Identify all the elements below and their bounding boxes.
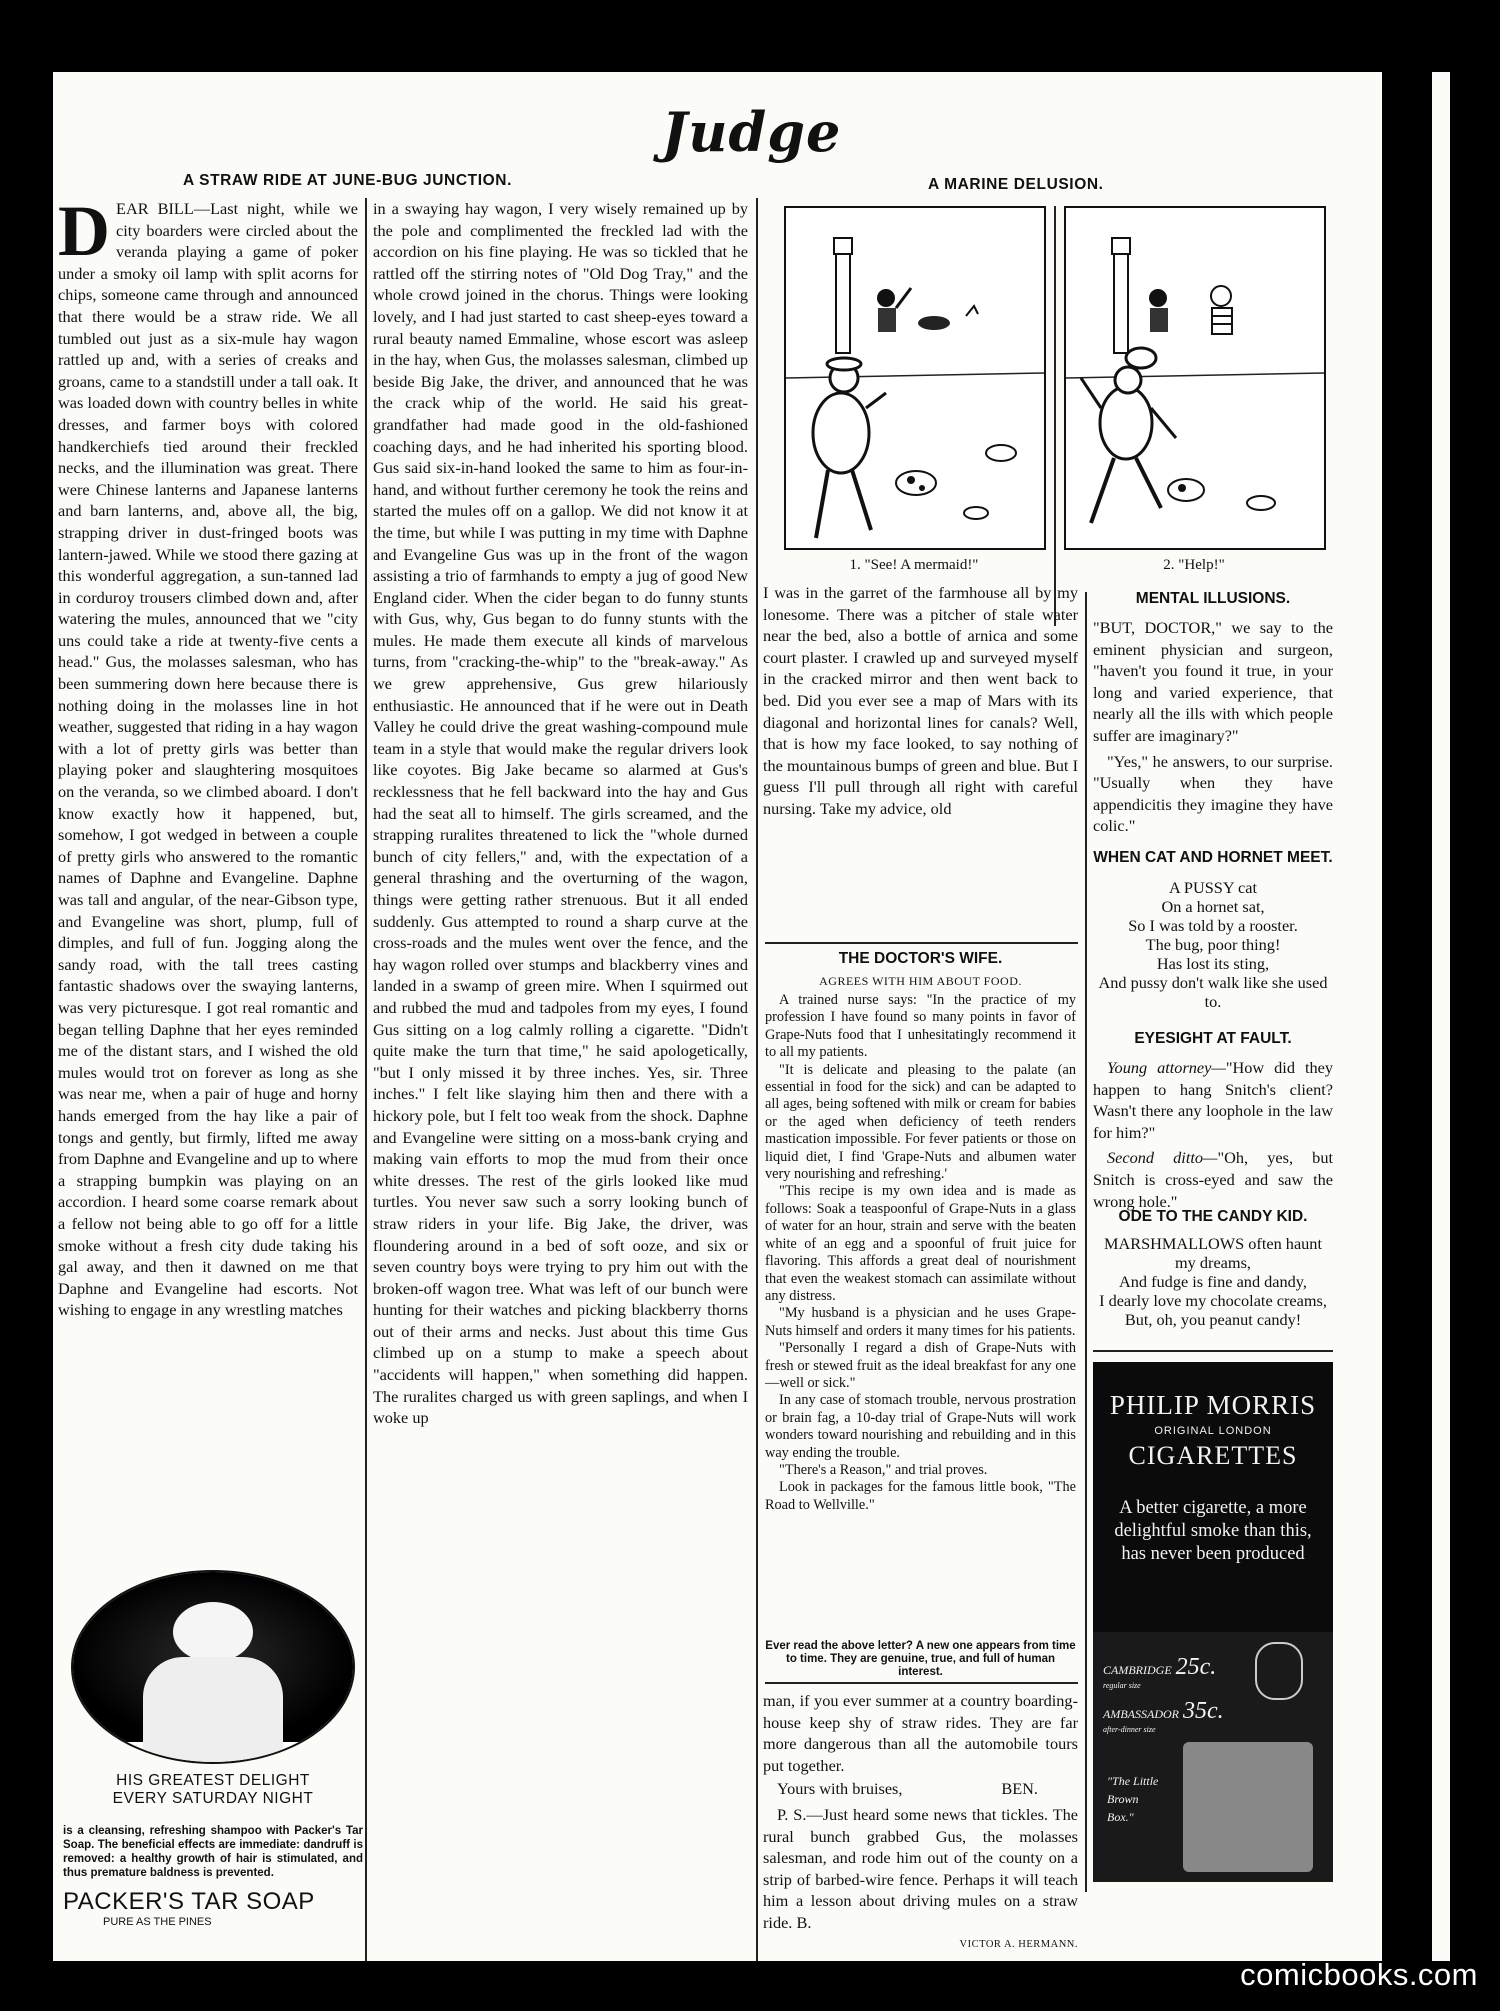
mental-paragraph-1: "BUT, DOCTOR," we say to the eminent physician and surgeon, "haven't you found it true, in your long and varied experience, that nearly all the ills with which people suffer are imaginary?": [1093, 618, 1333, 745]
pm-ambassador-label: AMBASSADOR: [1103, 1707, 1179, 1721]
cartoon-caption-2: 2. "Help!": [1163, 557, 1225, 573]
pm-cambridge-label: CAMBRIDGE: [1103, 1663, 1172, 1677]
signoff-name: BEN.: [1001, 1779, 1038, 1799]
pm-box-text: "The Little Brown Box.": [1107, 1774, 1159, 1824]
pm-copy: A better cigarette, a more delightful smoke than this, has never been produced: [1114, 1498, 1312, 1564]
masthead-title: Judge: [661, 100, 842, 164]
pm-product-image: [1093, 1632, 1333, 1882]
eyesight-body: [1093, 1057, 1333, 1216]
section-rule: [1093, 1350, 1333, 1352]
pm-ambassador: [1103, 1698, 1224, 1734]
soap-tagline-1: HIS GREATEST DELIGHT: [116, 1772, 310, 1789]
poem-line: And pussy don't walk like she used to.: [1098, 973, 1328, 1011]
straw-ride-end-text: man, if you ever summer at a country boarding-house keep shy of straw rides. They are far more dangerous than all the automobile tours put together.: [763, 1691, 1078, 1775]
pm-sub: ORIGINAL LONDON: [1154, 1425, 1272, 1437]
postscript-signature: B.: [796, 1912, 812, 1932]
poem-line: Has lost its sting,: [1156, 954, 1270, 973]
pm-ambassador-note: after-dinner size: [1103, 1725, 1156, 1734]
straw-ride-column-3: [763, 582, 1078, 932]
section-rule: [765, 942, 1078, 944]
doctors-wife-paragraph: Look in packages for the famous little book, "The Road to Wellville.": [765, 1479, 1076, 1513]
doctors-wife-paragraph: "This recipe is my own idea and is made as follows: Soak a teaspoonful of Grape-Nuts in a glass of water for an hour, strain and serve with the beaten white of an egg and a spoonful of fruit juice for flavoring. This affords a great deal of nourishment that even the weakest stomach can assimilate without any distress.: [765, 1183, 1076, 1304]
cat-hornet-headline: WHEN CAT AND HORNET MEET.: [1093, 849, 1333, 866]
pm-cambridge: [1103, 1654, 1216, 1690]
straw-ride-text-3: I was in the garret of the farmhouse all by my lonesome. There was a pitcher of stale water near the bed, also a bottle of arnica and some court plaster. I crawled up and surveyed myself in the cracked mirror and then went back to bed. Did you ever see a map of Mars with its diagonal and horizontal lines for canals? Well, that is how my face looked, to say nothing of the mountainous bumps of green and blue. But I guess I'll pull through all right with careful nursing. Take my advice, old: [763, 583, 1078, 818]
straw-ride-text-2: in a swaying hay wagon, I very wisely remained up by the pole and complimented the freckled lad with the accordion on his fine playing. He was so tickled that he rattled off the stirring notes of "Old Dog Tray," and the whole crowd joined in the chorus. Things were looking lovely, and I had just started to cast sheep-eyes toward a rural beauty named Emmaline, whose escort was asleep in the hay, when Gus, the molasses salesman, climbed up beside Big Jake, the driver, and announced that he was the crack whip of the world. He said his great-grandfather had made good in the old-fashioned coaching days, and he had inherited his sporting blood. Gus said six-in-hand looked the same to him as four-in-hand, and without further ceremony he took the reins and started the mules off on a gallop. We did not know it at the time, but while I was putting in my time with Daphne and Evangeline Gus was up in the front of the wagon assisting a trio of farmhands to empty a jug of good New England cider. When the cider began to do funny stunts with Gus, why, Gus began to do funny stunts with the mules. He made them execute all kinds of marvelous turns, from "cracking-the-whip" to the "break-away." As we grew apprehensive, Gus grew hilariously enthusiastic. He announced that if he were out in Death Valley he could drive the great washing-compound mule team in a style that would make the regular drivers look like coyotes. Big Jake became so alarmed at Gus's recklessness that he fell backward into the hay and Gus had the seat all to himself. The girls screamed, and the strapping ruralites threatened to lick the "whole durned bunch of city fellers," and, with the expectation of a general thrashing and the overturning of the wagon, things were getting rather strenuous. But it all ended suddenly. Gus attempted to round a sharp curve at the cross-roads and the mules went over the fence, and the hay wagon rolled over stumps and blackberry vines and landed in a swamp of green mire. When I squirmed out and rubbed the mud and tadpoles from my eyes, I found Gus sitting on a log calmly rolling a cigarette. "Didn't quite make the turn that time," he said apologetically, "but I only missed it by three inches. Yes, sir. Three inches." I felt like slaying him then and there with a hickory pole, but I felt too weak from the shock. Daphne and Evangeline were sitting on a moss-bank crying and making vain efforts to mop the mud from their once white dresses. The rest of the girls looked like mud turtles. You never saw such a sorry looking bunch of straw riders in your life. Big Jake, the driver, was floundering around in a bed of soft ooze, and six or seven country boys were trying to pry him out with the broken-off wagon tree. What was left of our bunch were hunting for their watches and picking blackberry thorns out of their arms and necks. Just about this time Gus climbed up on a stump to make a speech about "accidents will happen," when something did happen. The ruralites charged us with green saplings, and when I woke up: [373, 199, 748, 1428]
soap-slogan: PURE AS THE PINES: [103, 1916, 212, 1928]
dropcap-letter: D: [58, 198, 110, 271]
speaker-2: Second ditto—: [1107, 1148, 1218, 1168]
pm-product: CIGARETTES: [1128, 1441, 1298, 1470]
candy-kid-poem: [1093, 1234, 1333, 1329]
straw-ride-column-1: [58, 198, 358, 1548]
eyesight-headline: EYESIGHT AT FAULT.: [1134, 1030, 1292, 1047]
bust-icon: [143, 1657, 283, 1762]
soap-tagline-2: EVERY SATURDAY NIGHT: [112, 1790, 314, 1807]
soap-body: is a cleansing, refreshing shampoo with Packer's Tar Soap. The beneficial effects are immediate: dandruff is removed: a healthy growth of hair is stimulated, and thus premature baldness is prevented.: [63, 1825, 363, 1879]
section-rule: [765, 1682, 1078, 1684]
poem-line: MARSHMALLOWS often haunt my dreams,: [1104, 1234, 1322, 1272]
speaker-1: Young attorney—: [1107, 1058, 1226, 1077]
panel-divider: [1054, 206, 1056, 626]
poem-line: So I was told by a rooster.: [1128, 916, 1298, 935]
poem-line: The bug, poor thing!: [1145, 935, 1281, 954]
cartoon-drawing-1: [786, 208, 1044, 548]
signoff-text: Yours with bruises,: [777, 1779, 903, 1799]
postscript-text: P. S.—Just heard some news that tickles. The rural bunch grabbed Gus, the molasses salesman, and rode him out of the county on a strip of barbed-wire fence. Perhaps it will teach him a lesson about driving mules on a straw ride.: [763, 1804, 1078, 1932]
poem-line: But, oh, you peanut candy!: [1124, 1310, 1302, 1329]
straw-ride-headline: A STRAW RIDE AT JUNE-BUG JUNCTION.: [183, 172, 512, 189]
doctors-wife-paragraph: In any case of stomach trouble, nervous prostration or brain fag, a 10-day trial of Grape-Nuts will work wonders toward nourishing and rebuilding and in this way ending the trouble.: [765, 1392, 1076, 1461]
column-divider: [365, 198, 367, 1961]
straw-ride-column-2: [373, 198, 748, 1961]
cartoon-panel-2: [1064, 206, 1326, 550]
pm-brand: PHILIP MORRIS: [1109, 1390, 1317, 1420]
doctors-wife-paragraph: "My husband is a physician and he uses Grape-Nuts himself and orders it many times for his patients.: [765, 1305, 1076, 1339]
column-divider: [756, 198, 758, 1961]
pm-cambridge-note: regular size: [1103, 1681, 1141, 1690]
soap-brand: PACKER'S TAR SOAP: [63, 1888, 315, 1915]
cigarette-box-image: [1183, 1742, 1313, 1872]
byline: VICTOR A. HERMANN.: [959, 1938, 1078, 1950]
mental-paragraph-2: "Yes," he answers, to our surprise. "Usually when they have appendicitis they imagine they have colic.": [1093, 751, 1333, 836]
doctors-wife-headline: THE DOCTOR'S WIFE.: [838, 950, 1003, 967]
candy-kid-headline: ODE TO THE CANDY KID.: [1118, 1208, 1308, 1225]
watermark: comicbooks.com: [1240, 1957, 1478, 1992]
cartoon-caption-1: 1. "See! A mermaid!": [849, 557, 979, 573]
cartoon-panel-1: [784, 206, 1046, 550]
pm-cambridge-price: 25c.: [1175, 1654, 1217, 1680]
straw-ride-ending: [763, 1690, 1078, 1960]
doctors-wife-paragraph: A trained nurse says: "In the practice of my profession I have found so many points in favor of Grape-Nuts food that I unhesitatingly recommend it to all my patients.: [765, 992, 1076, 1061]
poem-line: On a hornet sat,: [1161, 897, 1265, 916]
eyesight-paragraph-2: [1093, 1147, 1333, 1212]
doctors-wife-paragraph: "There's a Reason," and trial proves.: [779, 1461, 988, 1478]
doctors-wife-paragraph: "It is delicate and pleasing to the palate (an essential in food for the sick) and can be adapted to all ages, being softened with milk or cream for babies or the aged when deficiency of teeth renders mastication impossible. For fever patients or those on liquid diet, I find 'Grape-Nuts and albumen water very nourishing and refreshing.': [765, 1061, 1076, 1183]
magazine-page: [53, 72, 1450, 1961]
eyesight-paragraph-1: [1093, 1057, 1333, 1143]
column-divider: [1085, 592, 1087, 1892]
poem-line: And fudge is fine and dandy,: [1119, 1272, 1307, 1291]
pm-ambassador-price: 35c.: [1182, 1698, 1224, 1724]
mental-illusions-headline: MENTAL ILLUSIONS.: [1135, 590, 1291, 607]
page-edge-shadow: [1382, 72, 1432, 1961]
soap-ad-illustration: [71, 1570, 355, 1764]
eyesight-line-1: "How did they happen to hang Snitch's client? Wasn't there any loophole in the law for him?": [1093, 1058, 1333, 1142]
signoff-row: [763, 1776, 1078, 1804]
philip-morris-ad: [1093, 1362, 1333, 1882]
poem-line: I dearly love my chocolate creams,: [1099, 1291, 1327, 1310]
doctors-wife-footer: Ever read the above letter? A new one appears from time to time. They are genuine, true, and full of human interest.: [765, 1640, 1076, 1678]
doctors-wife-body: [765, 992, 1076, 1592]
doctors-wife-subhead: AGREES WITH HIM ABOUT FOOD.: [819, 974, 1022, 988]
lather-head-icon: [173, 1602, 253, 1662]
postscript: [763, 1804, 1078, 1934]
eyesight-line-2: "Oh, yes, but Snitch is cross-eyed and saw the wrong hole.": [1093, 1148, 1333, 1211]
packers-tar-soap-ad: [63, 1570, 363, 1950]
mental-illusions-body: [1093, 617, 1333, 841]
cat-hornet-poem: [1093, 878, 1333, 1011]
cartoon-drawing-2: [1066, 208, 1324, 548]
crest-icon: [1255, 1642, 1303, 1700]
doctors-wife-paragraph: "Personally I regard a dish of Grape-Nuts with fresh or stewed fruit as the ideal breakfast for any one—well or sick.": [765, 1340, 1076, 1391]
poem-line: A PUSSY cat: [1168, 878, 1258, 897]
marine-headline: A MARINE DELUSION.: [928, 176, 1104, 193]
straw-ride-text-1: EAR BILL—Last night, while we city boarders were circled about the veranda playing a game of poker under a smoky oil lamp with split acorns for chips, someone came through and announced that there would be a straw ride. We all tumbled out just as a six-mule hay wagon rattled up and, with a series of creaks and groans, came to a standstill under a tall oak. It was loaded down with country belles in white dresses, and farmer boys with colored handkerchiefs tied around their freckled necks, and the illumination was great. There were Chinese lanterns and Japanese lanterns and barn lanterns, and, above all, the big, strapping driver in dust-fringed boots was lantern-jawed. While we stood there gazing at this wonderful aggregation, a sun-tanned lad in corduroy trousers climbed down and, after watering the mules, announced that we "city uns could take a ride at twenty-five cents a head." Gus, the molasses salesman, who has been summering down here because there is nothing doing in the molasses line in hot weather, suggested that riding in a hay wagon with a lot of pretty girls was better than playing poker and slaughtering mosquitoes on the veranda, so we climbed aboard. I don't know exactly how it happened, but, somehow, I got wedged in between a couple of pretty girls who answered to the romantic names of Daphne and Evangeline. Daphne was tall and angular, of the near-Gibson type, and Evangeline was short, plump, full of dimples, and full of fun. Jogging along the sandy road, with the tall trees casting fantastic shadows over the swaying lanterns, was very picturesque. I got real romantic and began telling Daphne that her eyes reminded me of the distant stars, and I wished the old mules would trot on forever as long as she was near me, when a pair of huge and horny hands emerged from the hay like a pair of tongs and gently, but firmly, lifted me away from Daphne and Evangeline and up to where a strapping bumpkin was playing on an accordion. I heard some coarse remark about a fellow not being able to go off for a little smoke without a fresh city dude taking his gal away, and then it dawned on me that Daphne and Evangeline had escorts. Not wishing to engage in any wrestling matches: [58, 199, 358, 1320]
